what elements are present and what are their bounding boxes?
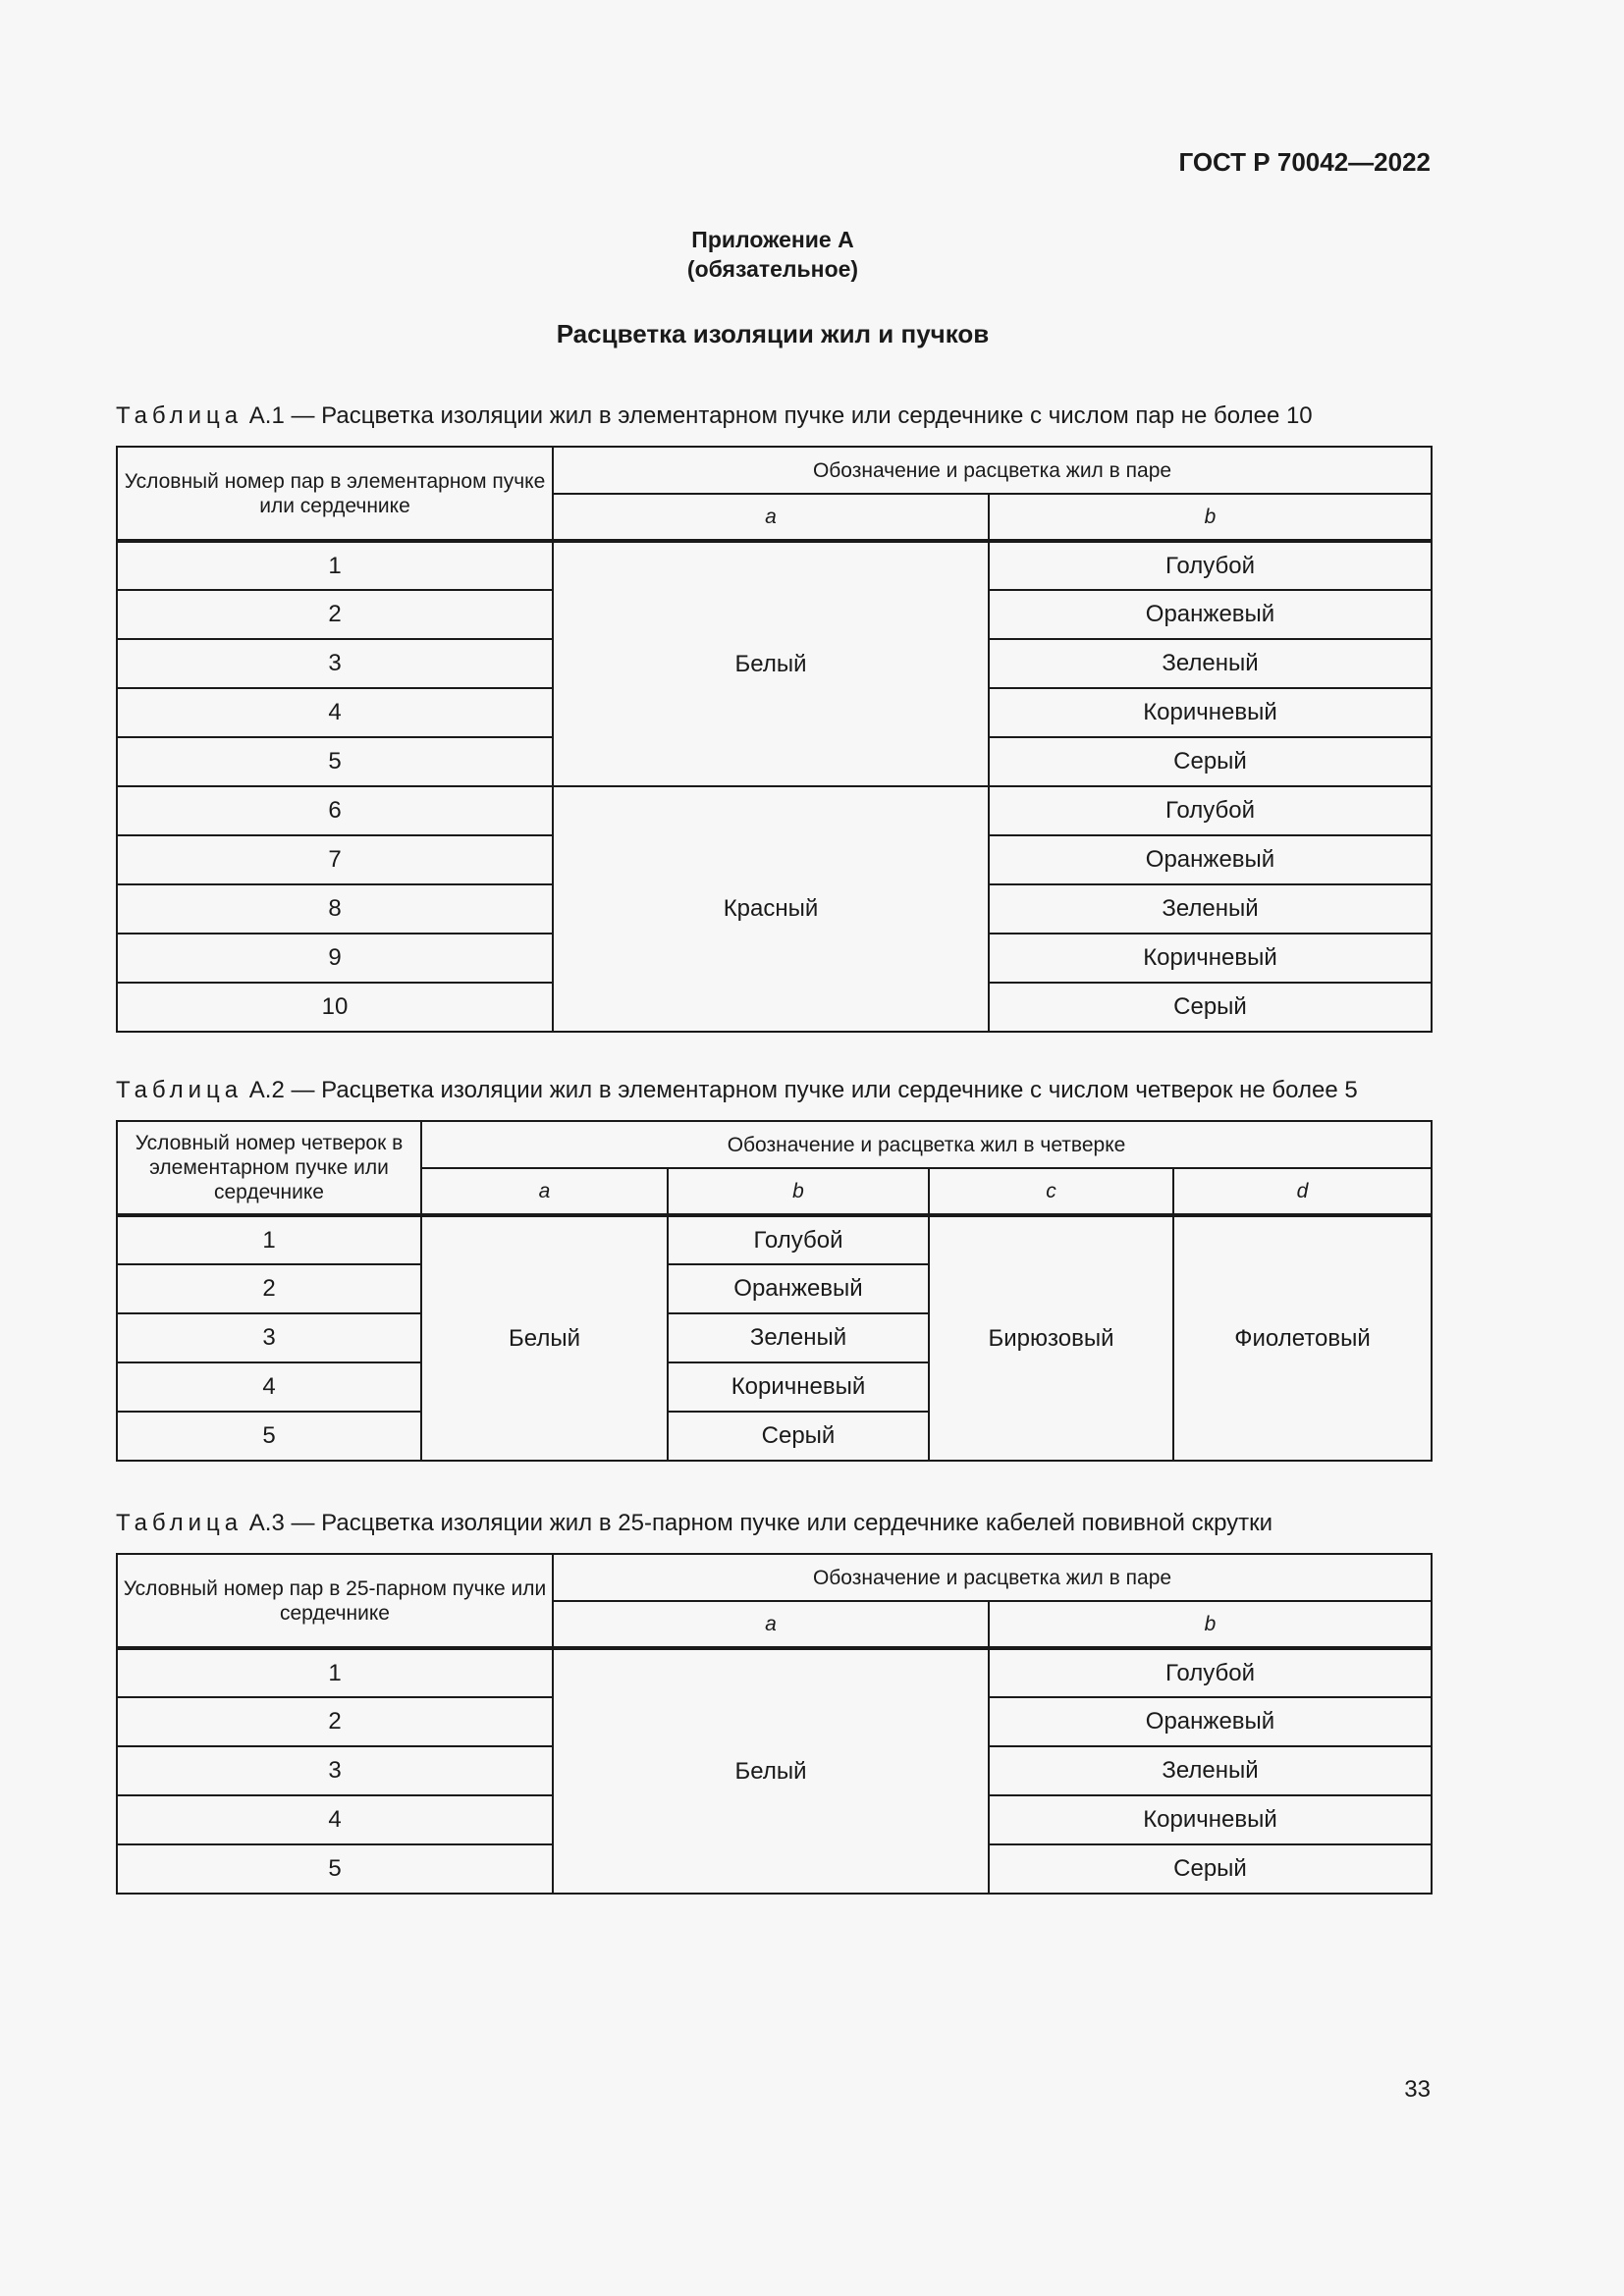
core-b-color: Зеленый: [989, 1746, 1432, 1795]
pair-number: 4: [117, 1795, 553, 1844]
core-b-color: Оранжевый: [989, 1697, 1432, 1746]
table-row: [117, 541, 1432, 590]
core-b-color: Зеленый: [989, 639, 1432, 688]
pair-number: 3: [117, 639, 553, 688]
appendix-title: Приложение А: [691, 227, 854, 252]
core-d-color: Фиолетовый: [1173, 1215, 1432, 1461]
document-code: ГОСТ Р 70042—2022: [1178, 147, 1431, 177]
pair-number: 4: [117, 688, 553, 737]
quad-number: 4: [117, 1362, 421, 1412]
core-b-color: Серый: [989, 983, 1432, 1032]
table-a3-subheader-a: a: [553, 1601, 989, 1648]
table-a3-col1-header: Условный номер пар в 25-парном пучке или сердечнике: [117, 1554, 553, 1648]
table-a2-caption-word: Таблица: [116, 1077, 244, 1103]
core-b-color: Коричневый: [989, 688, 1432, 737]
table-a2-col1-header: Условный номер четверок в элементарном пучке или сердечнике: [117, 1121, 421, 1215]
table-a2-subheader-c: c: [929, 1168, 1173, 1215]
pair-number: 2: [117, 1697, 553, 1746]
table-a1-caption-word: Таблица: [116, 402, 244, 429]
core-b-color: Серый: [989, 737, 1432, 786]
table-a3-caption: [116, 1510, 1272, 1537]
core-b-color: Голубой: [989, 541, 1432, 590]
core-a-color: Белый: [421, 1215, 668, 1461]
quad-number: 2: [117, 1264, 421, 1313]
table-a2-group-header: Обозначение и расцветка жил в четверке: [421, 1121, 1432, 1168]
core-b-color: Коричневый: [668, 1362, 929, 1412]
core-a-color: Белый: [553, 541, 989, 786]
table-a3-caption-word: Таблица: [116, 1510, 244, 1536]
pair-number: 7: [117, 835, 553, 884]
appendix-status: (обязательное): [686, 256, 859, 282]
core-b-color: Голубой: [989, 1648, 1432, 1697]
quad-number: 3: [117, 1313, 421, 1362]
core-b-color: Голубой: [989, 786, 1432, 835]
core-c-color: Бирюзовый: [929, 1215, 1173, 1461]
pair-number: 1: [117, 541, 553, 590]
table-a1-caption-text: А.1 — Расцветка изоляции жил в элементарном пучке или сердечнике с числом пар не более 10: [248, 402, 1313, 429]
table-a1-subheader-a: a: [553, 494, 989, 541]
table-a3-caption-text: А.3 — Расцветка изоляции жил в 25-парном пучке или сердечнике кабелей повивной скрутки: [248, 1510, 1273, 1536]
table-a2-subheader-b: b: [668, 1168, 929, 1215]
pair-number: 8: [117, 884, 553, 934]
quad-number: 1: [117, 1215, 421, 1264]
pair-number: 6: [117, 786, 553, 835]
page-number: 33: [1404, 2076, 1431, 2103]
pair-number: 10: [117, 983, 553, 1032]
core-a-color: Красный: [553, 786, 989, 1032]
core-b-color: Коричневый: [989, 934, 1432, 983]
table-a1: [116, 446, 1433, 1033]
table-row: [117, 786, 1432, 835]
core-b-color: Зеленый: [989, 884, 1432, 934]
core-b-color: Оранжевый: [989, 835, 1432, 884]
table-a2-subheader-d: d: [1173, 1168, 1432, 1215]
table-a2-caption: [116, 1077, 1358, 1104]
table-a2: [116, 1120, 1433, 1462]
core-b-color: Серый: [989, 1844, 1432, 1894]
core-b-color: Оранжевый: [989, 590, 1432, 639]
core-a-color: Белый: [553, 1648, 989, 1894]
core-b-color: Зеленый: [668, 1313, 929, 1362]
section-title: Расцветка изоляции жил и пучков: [556, 319, 990, 348]
quad-number: 5: [117, 1412, 421, 1461]
table-row: [117, 1215, 1432, 1264]
core-b-color: Серый: [668, 1412, 929, 1461]
table-a1-caption: [116, 402, 1313, 430]
pair-number: 9: [117, 934, 553, 983]
table-a1-subheader-b: b: [989, 494, 1432, 541]
appendix-heading: [0, 225, 1545, 284]
pair-number: 1: [117, 1648, 553, 1697]
pair-number: 5: [117, 737, 553, 786]
core-b-color: Голубой: [668, 1215, 929, 1264]
core-b-color: Коричневый: [989, 1795, 1432, 1844]
table-row: [117, 1648, 1432, 1697]
pair-number: 2: [117, 590, 553, 639]
table-a3: [116, 1553, 1433, 1895]
table-a1-col1-header: Условный номер пар в элементарном пучке или сердечнике: [117, 447, 553, 541]
table-a2-caption-text: А.2 — Расцветка изоляции жил в элементарном пучке или сердечнике с числом четверок не более 5: [248, 1077, 1358, 1103]
table-a3-subheader-b: b: [989, 1601, 1432, 1648]
table-a1-group-header: Обозначение и расцветка жил в паре: [553, 447, 1432, 494]
pair-number: 5: [117, 1844, 553, 1894]
core-b-color: Оранжевый: [668, 1264, 929, 1313]
table-a2-subheader-a: a: [421, 1168, 668, 1215]
table-a3-group-header: Обозначение и расцветка жил в паре: [553, 1554, 1432, 1601]
pair-number: 3: [117, 1746, 553, 1795]
